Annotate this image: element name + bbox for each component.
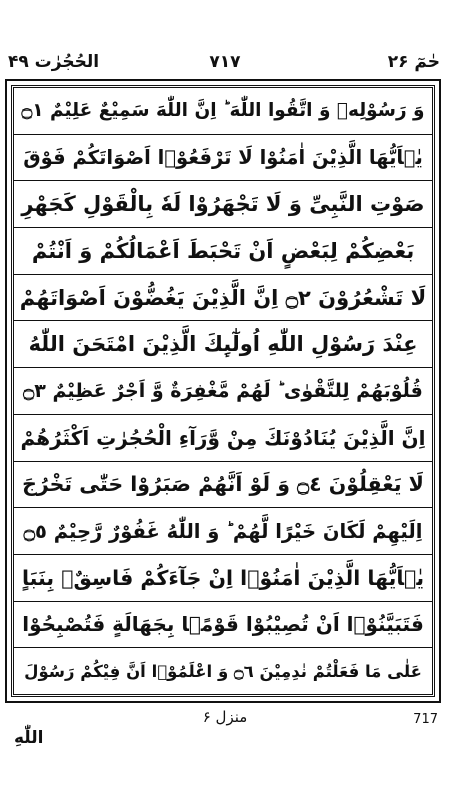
- juz-label: حٰمٓ ۲۶: [387, 52, 440, 72]
- verse-line-6: عِنْدَ رَسُوْلِ اللّٰهِ اُولٰٓىِٕكَ الَّذِیْنَ امْتَحَنَ اللّٰهُ: [14, 321, 432, 368]
- page-number: ۷۱۷: [209, 52, 241, 72]
- verse-lines: [11, 85, 435, 697]
- verse-line-9: لَا یَعْقِلُوْنَ ۝٤ وَ لَوْ اَنَّهُمْ صَبَرُوْا حَتّٰى تَخْرُجَ: [14, 462, 432, 509]
- catchword: اللّٰهِ: [14, 728, 44, 748]
- verse-line-11: یٰۤاَیُّهَا الَّذِیْنَ اٰمَنُوْۤا اِنْ جَآءَكُمْ فَاسِقٌۢ بِنَبَاٍ: [14, 555, 432, 602]
- verse-line-7: قُلُوْبَهُمْ لِلتَّقْوٰى ؕ لَهُمْ مَّغْفِرَةٌ وَّ اَجْرٌ عَظِیْمٌ ۝٣: [14, 368, 432, 415]
- verse-line-8: اِنَّ الَّذِیْنَ یُنَادُوْنَكَ مِنْ وَّرَآءِ الْحُجُرٰتِ اَكْثَرُهُمْ: [14, 415, 432, 462]
- verse-line-4: بَعْضِكُمْ لِبَعْضٍ اَنْ تَحْبَطَ اَعْمَالُكُمْ وَ اَنْتُمْ: [14, 228, 432, 275]
- text-frame: [5, 79, 441, 703]
- verse-line-13: عَلٰى مَا فَعَلْتُمْ نٰدِمِیْنَ ۝٦ وَ اعْلَمُوْۤا اَنَّ فِیْكُمْ رَسُوْلَ: [24, 661, 422, 681]
- surah-name: الحُجُرٰت ۴۹: [8, 52, 100, 72]
- page-footer: [6, 708, 444, 748]
- verse-line-10: اِلَیْهِمْ لَكَانَ خَیْرًا لَّهُمْ ؕ وَ اللّٰهُ غَفُوْرٌ رَّحِیْمٌ ۝٥: [14, 508, 432, 555]
- verse-line-5: لَا تَشْعُرُوْنَ ۝٢ اِنَّ الَّذِیْنَ یَغُضُّوْنَ اَصْوَاتَهُمْ: [14, 275, 432, 322]
- manzil-label: منزل ۶: [202, 708, 248, 726]
- verse-line-1: وَ رَسُوْلِهٖ وَ اتَّقُوا اللّٰهَ ؕ اِنَّ اللّٰهَ سَمِیْعٌ عَلِیْمٌ ۝١: [14, 88, 432, 135]
- verse-line-2: یٰۤاَیُّهَا الَّذِیْنَ اٰمَنُوْا لَا تَرْفَعُوْۤا اَصْوَاتَكُمْ فَوْقَ: [14, 135, 432, 182]
- page-number-latin: 717: [413, 712, 438, 727]
- page-header: [6, 52, 444, 76]
- verse-line-12: فَتَبَیَّنُوْۤا اَنْ تُصِیْبُوْا قَوْمًۢا بِجَهَالَةٍ فَتُصْبِحُوْا: [14, 602, 432, 649]
- verse-line-3: صَوْتِ النَّبِیِّ وَ لَا تَجْهَرُوْا لَهٗ بِالْقَوْلِ كَجَهْرِ: [14, 181, 432, 228]
